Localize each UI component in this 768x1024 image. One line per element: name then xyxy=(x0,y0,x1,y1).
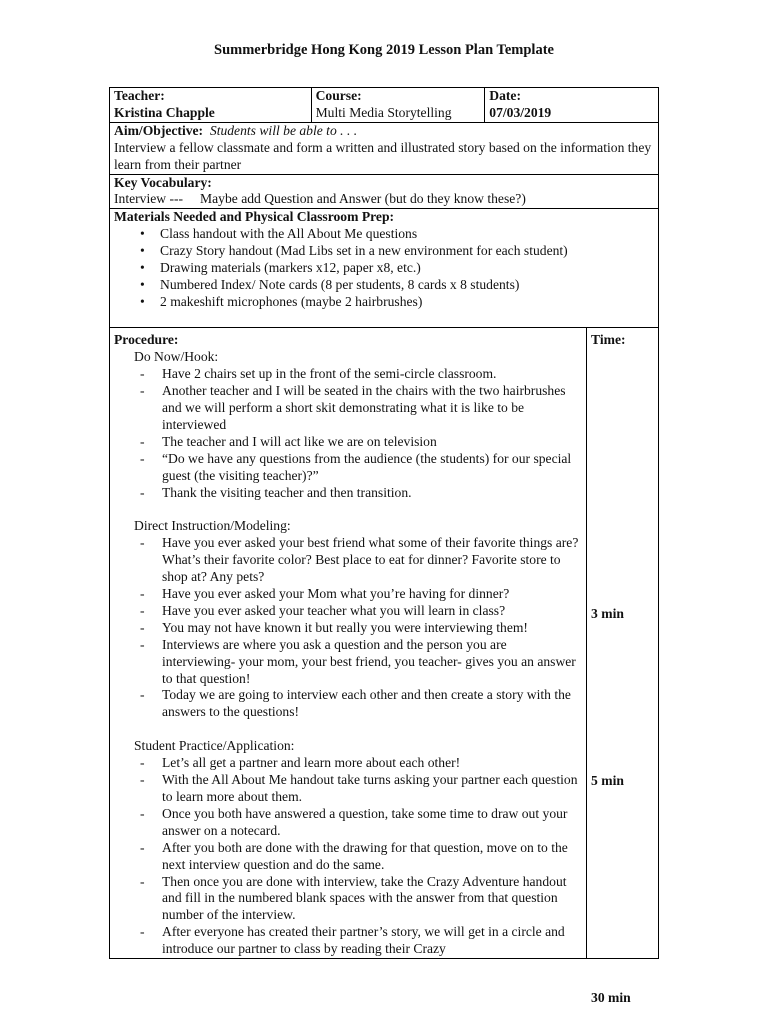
practice-list xyxy=(114,755,580,958)
aim-intro: Students will be able to . . . xyxy=(209,122,358,138)
list-item: - With the All About Me handout take turns asking your partner each question to learn more about them. xyxy=(134,772,580,806)
list-item: - “Do we have any questions from the audience (the students) for our special guest (the visiting teacher)?” xyxy=(134,451,580,485)
list-item: - Once you both have answered a question, take some time to draw out your answer on a notecard. xyxy=(134,806,580,840)
time-practice: 30 min xyxy=(591,990,631,1006)
vocab-text: Interview --- Maybe add Question and Answer (but do they know these?) xyxy=(114,191,526,207)
time-instruction: 5 min xyxy=(591,773,624,789)
materials-cell xyxy=(110,209,659,328)
header-row xyxy=(110,88,659,123)
list-item: - The teacher and I will act like we are on television xyxy=(134,434,580,451)
materials-list xyxy=(114,226,654,311)
list-item: - Another teacher and I will be seated in the chairs with the two hairbrushes and we will perform a short skit demonstrating what it is like to be interviewed xyxy=(134,383,580,434)
list-item: • Crazy Story handout (Mad Libs set in a new environment for each student) xyxy=(140,243,654,260)
list-item: • Class handout with the All About Me questions xyxy=(140,226,654,243)
vocab-cell xyxy=(110,174,659,209)
section-heading-practice: Student Practice/Application: xyxy=(134,738,295,754)
date-value: 07/03/2019 xyxy=(489,104,552,120)
date-label: Date: xyxy=(489,88,521,103)
section-heading-hook: Do Now/Hook: xyxy=(134,349,219,365)
lesson-plan-table xyxy=(109,87,659,1006)
teacher-label: Teacher: xyxy=(114,88,165,103)
procedure-cell xyxy=(110,328,587,959)
aim-row xyxy=(110,122,659,174)
list-item: - Then once you are done with interview, take the Crazy Adventure handout and fill in the numbered blank spaces with the answer from that question number of the interview. xyxy=(134,874,580,925)
list-item: - Today we are going to interview each other and then create a story with the answers to the questions! xyxy=(134,687,580,721)
list-item: - Have 2 chairs set up in the front of the semi-circle classroom. xyxy=(134,366,580,383)
teacher-name: Kristina Chapple xyxy=(114,104,215,120)
time-cell xyxy=(587,328,659,1006)
course-label: Course: xyxy=(315,88,362,103)
course-name: Multi Media Storytelling xyxy=(315,104,452,120)
vocab-row xyxy=(110,174,659,209)
hook-list xyxy=(114,366,580,501)
page-title: Summerbridge Hong Kong 2019 Lesson Plan Template xyxy=(214,42,554,58)
list-item: • Numbered Index/ Note cards (8 per students, 8 cards x 8 students) xyxy=(140,277,654,294)
aim-cell xyxy=(110,122,659,174)
time-label: Time: xyxy=(591,332,626,348)
list-item: - Interviews are where you ask a question and the person you are interviewing- your mom, your best friend, you teacher- gives you an answer to that question! xyxy=(134,637,580,688)
list-item: - Let’s all get a partner and learn more about each other! xyxy=(134,755,580,772)
materials-row xyxy=(110,209,659,328)
list-item: - You may not have known it but really you were interviewing them! xyxy=(134,620,580,637)
list-item: - After you both are done with the drawing for that question, move on to the next interview question and do the same. xyxy=(134,840,580,874)
teacher-cell xyxy=(110,88,312,123)
aim-text: Interview a fellow classmate and form a written and illustrated story based on the information they learn from their partner xyxy=(114,139,652,172)
vocab-label: Key Vocabulary: xyxy=(114,174,212,190)
procedure-row xyxy=(110,328,659,959)
list-item: - Have you ever asked your teacher what you will learn in class? xyxy=(134,603,580,620)
list-item: - After everyone has created their partner’s story, we will get in a circle and introduce our partner to class by reading their Crazy xyxy=(134,924,580,958)
course-cell xyxy=(311,88,485,123)
aim-label: Aim/Objective: xyxy=(114,122,204,138)
list-item: • 2 makeshift microphones (maybe 2 hairbrushes) xyxy=(140,294,654,311)
list-item: - Have you ever asked your Mom what you’re having for dinner? xyxy=(134,586,580,603)
date-cell xyxy=(485,88,659,123)
materials-label: Materials Needed and Physical Classroom Prep: xyxy=(114,209,395,225)
section-heading-instruction: Direct Instruction/Modeling: xyxy=(134,518,291,534)
time-hook: 3 min xyxy=(591,606,624,622)
procedure-label: Procedure: xyxy=(114,332,179,348)
list-item: - Thank the visiting teacher and then transition. xyxy=(134,485,580,502)
list-item: - Have you ever asked your best friend what some of their favorite things are? What’s their favorite color? Best place to eat for dinner? Favorite store to shop at? Any pets? xyxy=(134,535,580,586)
instruction-list xyxy=(114,535,580,721)
list-item: • Drawing materials (markers x12, paper x8, etc.) xyxy=(140,260,654,277)
